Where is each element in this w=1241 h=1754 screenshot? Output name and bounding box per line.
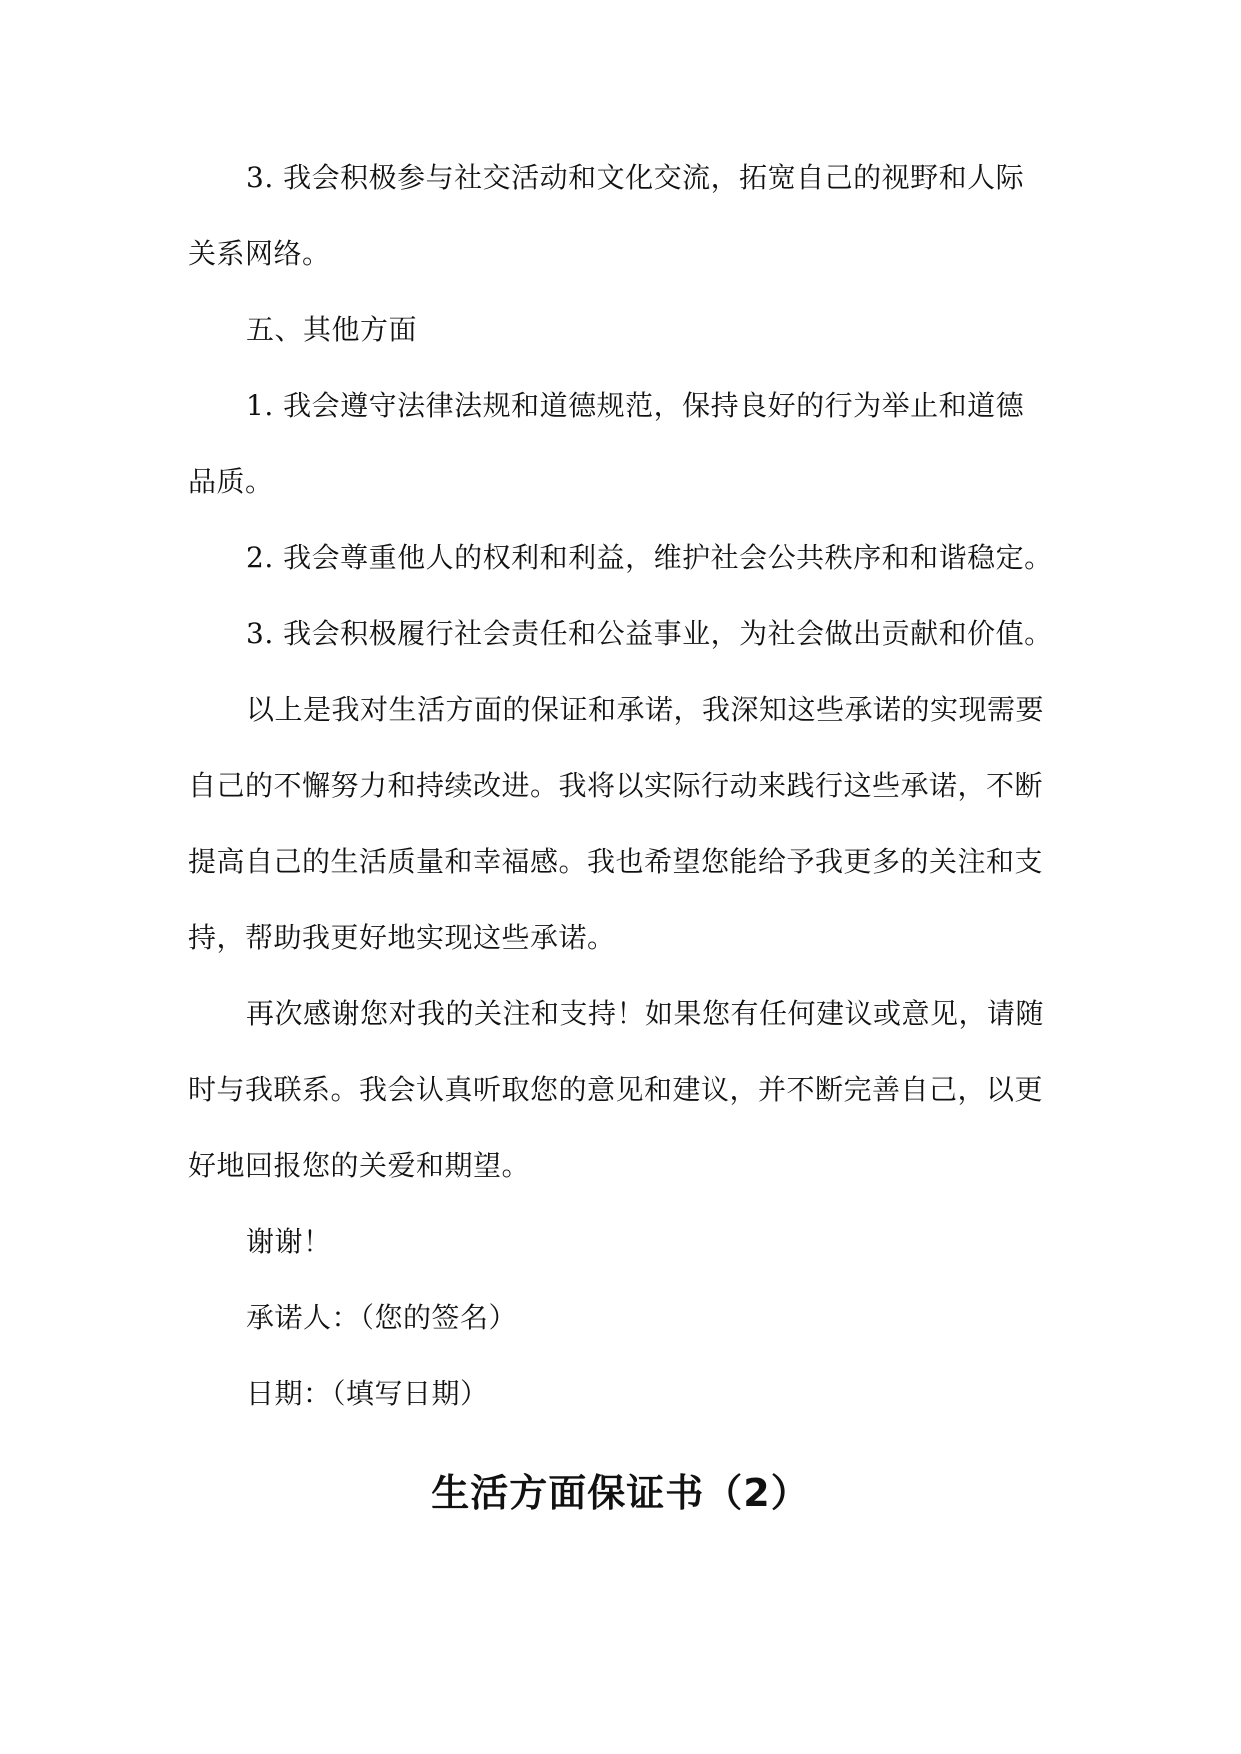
- paragraph-line: 谢谢！: [246, 1225, 332, 1258]
- paragraph-thanks-again: [188, 976, 1054, 1204]
- paragraph-line: 关系网络。: [188, 237, 331, 270]
- paragraph-item-3-responsibility: [188, 596, 1054, 672]
- document-body: [188, 140, 1054, 1432]
- paragraph-line: 日期：（填写日期）: [246, 1377, 489, 1410]
- paragraph-item-1-law: [188, 368, 1054, 520]
- paragraph-line: 持，帮助我更好地实现这些承诺。: [188, 921, 616, 954]
- paragraph-line: 提高自己的生活质量和幸福感。我也希望您能给予我更多的关注和支: [188, 845, 1044, 878]
- paragraph-line: 自己的不懈努力和持续改进。我将以实际行动来践行这些承诺，不断: [188, 769, 1044, 802]
- closing-thanks: [188, 1204, 1054, 1280]
- paragraph-line: 3. 我会积极履行社会责任和公益事业，为社会做出贡献和价值。: [246, 617, 1053, 650]
- section-heading: 五、其他方面: [246, 313, 418, 346]
- signature-line: [188, 1280, 1054, 1356]
- paragraph-line: 3. 我会积极参与社交活动和文化交流，拓宽自己的视野和人际: [246, 161, 1025, 194]
- paragraph-line: 2. 我会尊重他人的权利和利益，维护社会公共秩序和和谐稳定。: [246, 541, 1053, 574]
- paragraph-line: 品质。: [188, 465, 274, 498]
- paragraph-summary: [188, 672, 1054, 976]
- paragraph-item-2-respect: [188, 520, 1054, 596]
- next-document-title: 生活方面保证书（2）: [431, 1471, 810, 1515]
- date-line: [188, 1356, 1054, 1432]
- paragraph-line: 好地回报您的关爱和期望。: [188, 1149, 531, 1182]
- paragraph-line: 以上是我对生活方面的保证和承诺，我深知这些承诺的实现需要: [246, 693, 1045, 726]
- paragraph-line: 时与我联系。我会认真听取您的意见和建议，并不断完善自己，以更: [188, 1073, 1044, 1106]
- paragraph-line: 再次感谢您对我的关注和支持！如果您有任何建议或意见，请随: [246, 997, 1045, 1030]
- paragraph-line: 1. 我会遵守法律法规和道德规范，保持良好的行为举止和道德: [246, 389, 1025, 422]
- paragraph-line: 承诺人：（您的签名）: [246, 1301, 518, 1334]
- section-heading-other: [188, 292, 1054, 368]
- paragraph-item-3-social: [188, 140, 1054, 292]
